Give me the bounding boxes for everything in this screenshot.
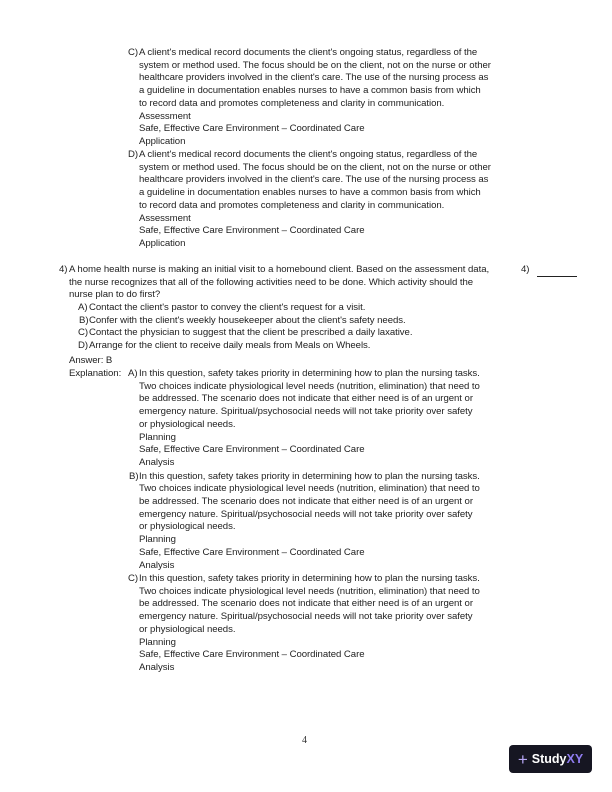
plus-icon: + <box>517 749 528 769</box>
explanation-a-line: Safe, Effective Care Environment – Coordinated Care <box>139 444 365 456</box>
explanation-a-line: Analysis <box>139 457 175 469</box>
prev-option-d-line: Safe, Effective Care Environment – Coordinated Care <box>139 225 365 237</box>
option-label: B) <box>79 314 89 326</box>
option-label: D) <box>78 340 89 352</box>
option-text: Contact the physician to suggest that the client be prescribed a daily laxative. <box>89 327 413 339</box>
explanation-c-line: be addressed. The scenario does not indicate that either need is of an urgent or <box>139 598 473 610</box>
explanation-b-line: Two choices indicate physiological level needs (nutrition, elimination) that need to <box>139 483 480 495</box>
explanation-c-line: In this question, safety takes priority in determining how to plan the nursing tasks. <box>139 573 480 584</box>
explanation-c-line: Safe, Effective Care Environment – Coordinated Care <box>139 649 365 661</box>
explanation-a-line: or physiological needs. <box>139 418 236 430</box>
logo-text <box>532 752 583 766</box>
explanation-b-label: B) <box>129 470 139 482</box>
answer-blank-line <box>537 276 577 277</box>
explanation-b-line: In this question, safety takes priority in determining how to plan the nursing tasks. <box>139 470 480 482</box>
option-text: Contact the client's pastor to convey the client's request for a visit. <box>89 302 366 313</box>
question-stem-line: A home health nurse is making an initial visit to a homebound client. Based on the assessment data, <box>69 264 490 275</box>
option-label: C) <box>78 327 89 339</box>
explanation-c-line: Planning <box>139 636 176 648</box>
explanation-a-line: In this question, safety takes priority in determining how to plan the nursing tasks. <box>139 368 480 379</box>
explanation-c-label: C) <box>128 573 139 584</box>
prev-option-d-line: a guideline in documentation enables nurses to have a common basis from which <box>139 187 481 199</box>
studyxy-logo[interactable] <box>509 745 592 773</box>
question-stem-line: the nurse recognizes that all of the following activities need to be done. Which activity should the <box>69 276 474 288</box>
page-number: 4 <box>302 735 307 746</box>
explanation-a-line: emergency nature. Spiritual/psychosocial needs will not take priority over safety <box>139 406 473 418</box>
prev-option-d-line: to record data and promotes completeness and clarity in communication. <box>139 199 445 211</box>
explanation-c-line: Analysis <box>139 662 175 674</box>
explanation-c-line: Two choices indicate physiological level needs (nutrition, elimination) that need to <box>139 585 480 597</box>
prev-option-c-line: Assessment <box>139 110 191 122</box>
prev-option-c-line: healthcare providers involved in the client's care. The use of the nursing process as <box>139 72 489 84</box>
explanation-b-line: Planning <box>139 534 176 546</box>
question-stem-line: nurse plan to do first? <box>69 289 161 301</box>
explanation-b-line: Safe, Effective Care Environment – Coordinated Care <box>139 546 365 558</box>
prev-option-d-line: A client's medical record documents the client's ongoing status, regardless of the <box>139 149 478 160</box>
logo-text-xy: XY <box>566 752 584 766</box>
prev-option-c-line: Safe, Effective Care Environment – Coordinated Care <box>139 123 365 135</box>
prev-option-c-line: Application <box>139 136 186 148</box>
prev-option-d-line: system or method used. The focus should be on the client, not on the nurse or other <box>139 161 491 173</box>
prev-option-d-line: healthcare providers involved in the client's care. The use of the nursing process as <box>139 174 489 186</box>
explanation-a-line: be addressed. The scenario does not indicate that either need is of an urgent or <box>139 393 473 405</box>
option-text: Confer with the client's weekly housekeeper about the client's safety needs. <box>89 314 406 326</box>
explanation-a-line: Two choices indicate physiological level needs (nutrition, elimination) that need to <box>139 380 480 392</box>
prev-option-c-line: to record data and promotes completeness and clarity in communication. <box>139 97 445 109</box>
explanation-b-line: emergency nature. Spiritual/psychosocial needs will not take priority over safety <box>139 508 473 520</box>
prev-option-c-line: a guideline in documentation enables nurses to have a common basis from which <box>139 85 481 97</box>
prev-option-c-label: C) <box>128 47 139 58</box>
answer-blank-label: 4) <box>521 264 530 275</box>
answer-label: Answer: B <box>69 355 113 366</box>
option-text: Arrange for the client to receive daily meals from Meals on Wheels. <box>89 340 371 352</box>
explanation-b-line: or physiological needs. <box>139 521 236 533</box>
explanation-b-line: be addressed. The scenario does not indicate that either need is of an urgent or <box>139 495 473 507</box>
explanation-label: Explanation: <box>69 368 122 379</box>
logo-text-study: Study <box>531 752 567 766</box>
explanation-a-line: Planning <box>139 431 176 443</box>
explanation-c-line: emergency nature. Spiritual/psychosocial needs will not take priority over safety <box>139 611 473 623</box>
explanation-c-line: or physiological needs. <box>139 623 236 635</box>
explanation-a-label: A) <box>128 368 138 379</box>
prev-option-d-label: D) <box>128 149 139 160</box>
prev-option-c-line: system or method used. The focus should be on the client, not on the nurse or other <box>139 59 491 71</box>
prev-option-c-line: A client's medical record documents the client's ongoing status, regardless of the <box>139 47 478 58</box>
question-number: 4) <box>59 264 68 275</box>
explanation-b-line: Analysis <box>139 559 175 571</box>
prev-option-d-line: Assessment <box>139 212 191 224</box>
prev-option-d-line: Application <box>139 238 186 250</box>
option-label: A) <box>78 302 88 313</box>
